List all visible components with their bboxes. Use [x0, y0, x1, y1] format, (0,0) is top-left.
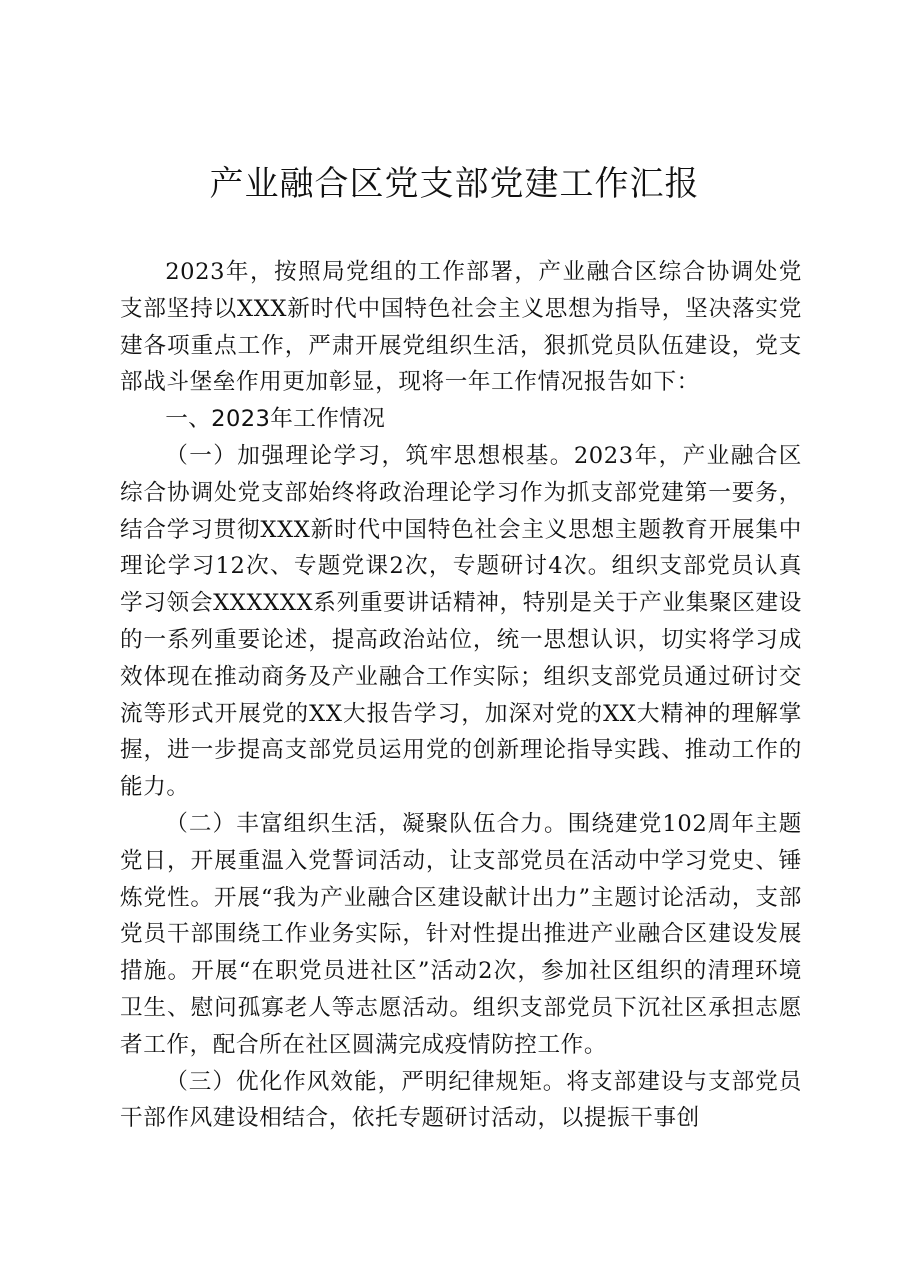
subsection-1-lead: （一）加强理论学习，筑牢思想根基。 — [165, 442, 574, 469]
subsection-1-text: 2023年，产业融合区综合协调处党支部始终将政治理论学习作为抓支部党建第一要务，结合学习贯彻XXX新时代中国特色社会主义思想主题教育开展集中理论学习12次、专题党课2次，专题研讨4次。组织支部党员认真学习领会XXXXXX系列重要讲话精神，特别是关于产业集聚区建设的一系列重要论述，提高政治站位，统一思想认识，切实将学习成效体现在推动商务及产业融合工作实际；组织支部党员通过研讨交流等形式开展党的XX大报告学习，加深对党的XX大精神的理解掌握，进一步提高支部党员运用党的创新理论指导实践、推动工作的能力。 — [120, 442, 802, 801]
subsection-2-text: 围绕建党102周年主题党日，开展重温入党誓词活动，让支部党员在活动中学习党史、锤炼党性。开展“我为产业融合区建设献计出力”主题讨论活动，支部党员干部围绕工作业务实际，针对性提出推进产业融合区建设发展措施。开展“在职党员进社区”活动2次，参加社区组织的清理环境卫生、慰问孤寡老人等志愿活动。组织支部党员下沉社区承担志愿者工作，配合所在社区圆满完成疫情防控工作。 — [120, 810, 802, 1058]
subsection-2-paragraph — [120, 806, 802, 1064]
subsection-3-lead: （三）优化作风效能，严明纪律规矩。 — [165, 1068, 567, 1095]
intro-paragraph: 2023年，按照局党组的工作部署，产业融合区综合协调处党支部坚持以XXX新时代中国特色社会主义思想为指导，坚决落实党建各项重点工作，严肃开展党组织生活，狠抓党员队伍建设，党支部战斗堡垒作用更加彰显，现将一年工作情况报告如下： — [120, 259, 802, 396]
section-1-heading: 一、2023年工作情况 — [165, 406, 386, 433]
document-body — [120, 254, 802, 1137]
subsection-1-paragraph — [120, 438, 802, 806]
subsection-3-paragraph — [120, 1064, 802, 1138]
subsection-2-lead: （二）丰富组织生活，凝聚队伍合力。 — [165, 810, 568, 837]
subsection-3-text: 将支部建设与支部党员干部作风建设相结合，依托专题研讨活动，以提振干事创 — [120, 1068, 803, 1132]
document-title: 产业融合区党支部党建工作汇报 — [209, 164, 700, 204]
